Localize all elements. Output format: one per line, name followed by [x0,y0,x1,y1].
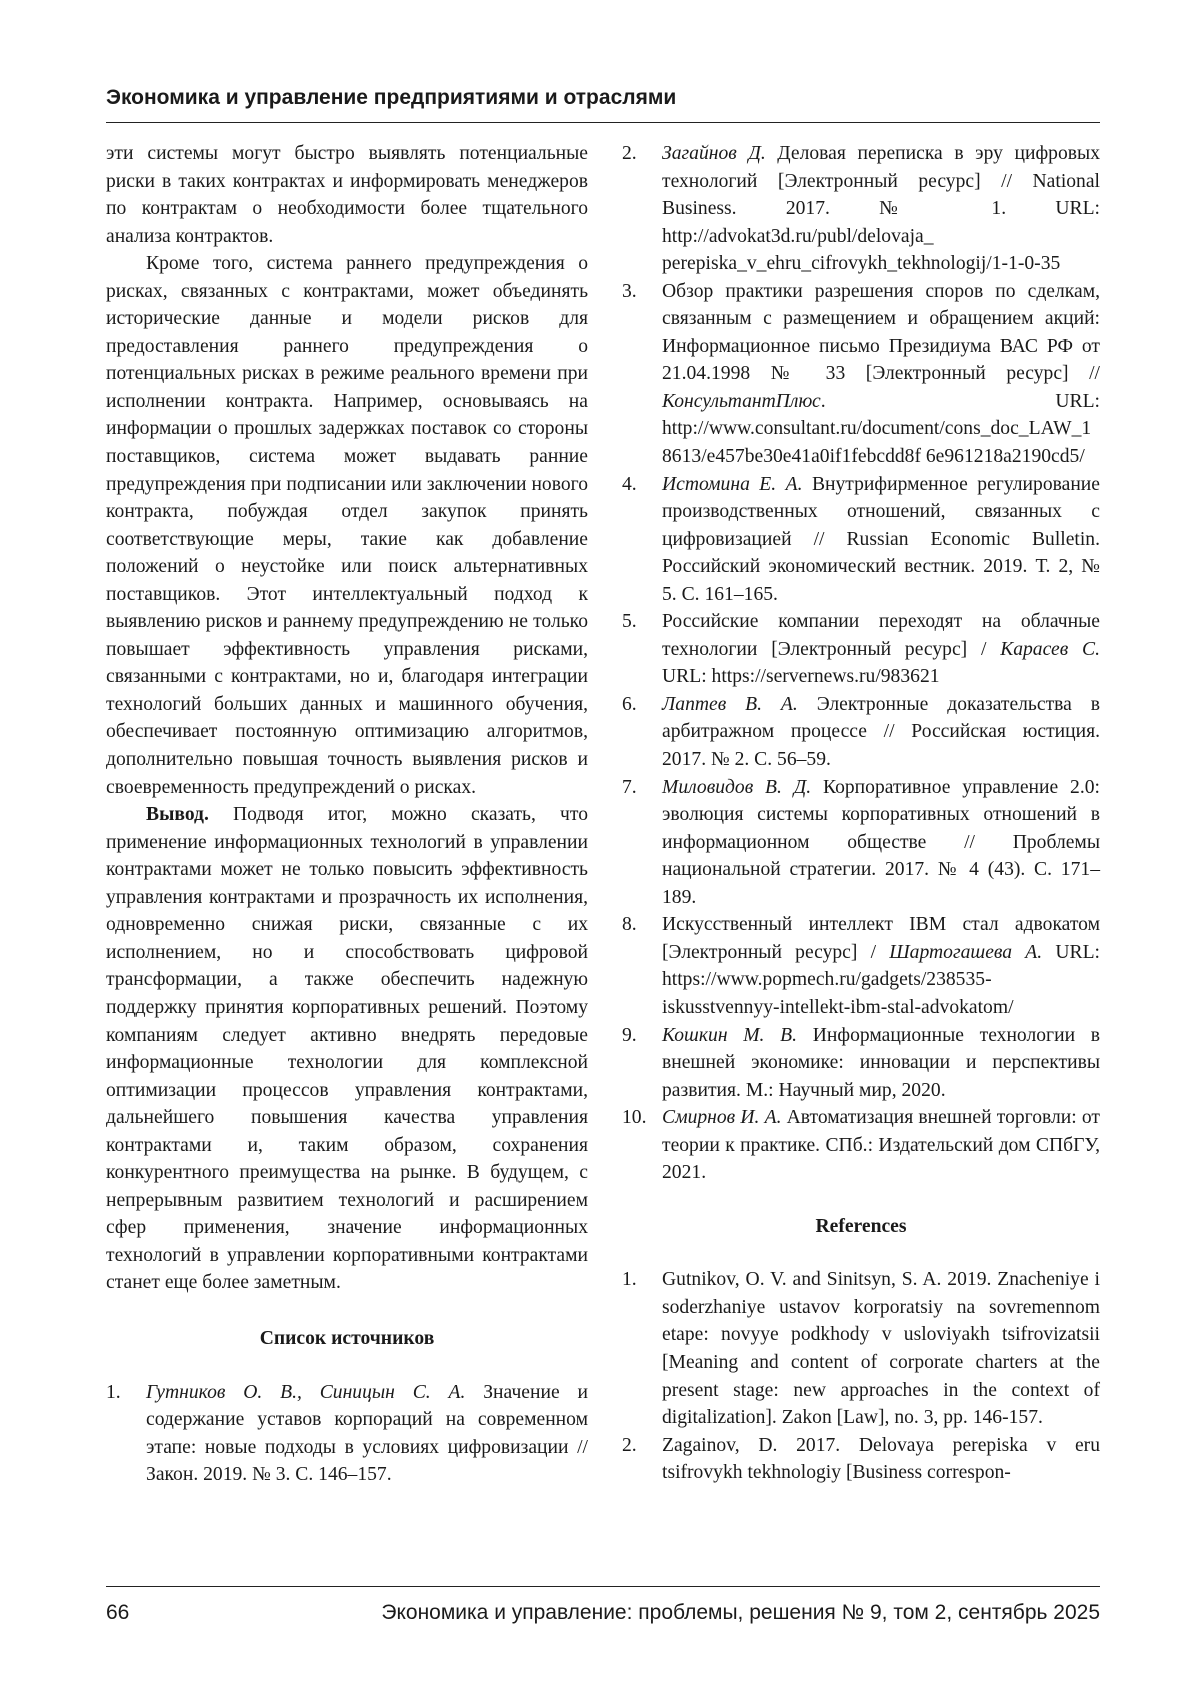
left-column [106,140,588,1489]
journal-title: Экономика и управление: проблемы, решения № 9, том 2, сентябрь 2025 [381,1601,1100,1624]
source-body: Автоматизация внешней торговли: от теории к практике. СПб.: Издательский дом СПбГУ, 2021. [662,1107,1100,1184]
source-text [662,471,1100,609]
source-body: Информационные технологии в внешней экономике: инновации и перспективы развития. М.: Научный мир, 2020. [662,1024,1101,1101]
source-author: Миловидов В. Д. [662,776,812,798]
source-body: Искусственный интеллект IBM стал адвокатом [Электронный ресурс] / [662,914,1100,963]
source-item-7 [622,774,1100,912]
source-body: Корпоративное управление 2.0: эволюция системы корпоративных отношений в информационном обществе // Проблемы национальной стратегии. 2017. № 4 (43). С. 171–189. [662,776,1100,908]
conclusion-label: Вывод. [146,804,209,826]
paragraph-early-warning: Кроме того, система раннего предупреждения о рисках, связанных с контрактами, может объединять исторические данные и модели рисков для предоставления раннего предупреждения о потенциальных рисках в режиме реального времени при исполнении контракта. Например, основываясь на информации о прошлых задержках поставок со стороны поставщиков, система может выдавать ранние предупреждения при подписании или заключении нового контракта, побуждая отдел закупок принять соответствующие меры, такие как добавление положений о неустойке или поиск альтернативных поставщиков. Этот интеллектуальный подход к выявлению рисков и раннему предупреждению не только повышает эффективность управления рисками, связанными с контрактами, но и, благодаря интеграции технологий больших данных и машинного обучения, обеспечивает постоянную оптимизацию алгоритмов, дополнительно повышая точность выявления рисков и своевременность предупреждений о рисках. [106,253,588,798]
source-body: Электронные доказательства в арбитражном процессе // Российская юстиция. 2017. № 2. С. 56–59. [662,693,1100,771]
source-author: Гутников О. В., Синицын С. А. [146,1381,466,1403]
source-text [662,1104,1100,1187]
footer-rule [106,1586,1100,1587]
reference-item-2 [622,1432,1100,1487]
source-body: Обзор практики разрешения споров по сделкам, связанным с размещением и обращением акций: Информационное письмо Президиума ВАС РФ от 21.04.1998 № 33 [Электронный ресурс] // [662,280,1100,385]
paragraph-conclusion [106,801,588,1297]
source-author: Смирнов И. А. [662,1107,782,1129]
source-text [146,1379,588,1489]
source-url: . URL: http://www.consultant.ru/document/cons_doc_LAW_18613/e457be30e41a0if1febcdd8f 6e961218a2190cd5/ [662,390,1100,468]
sources-list-part2 [622,140,1100,1187]
source-author: Кошкин М. В. [662,1024,798,1046]
source-number: 10. [622,1107,647,1129]
source-text [662,278,1100,471]
running-head: Экономика и управление предприятиями и отраслями [106,86,677,109]
source-text [662,1022,1100,1105]
source-text [662,911,1100,1021]
source-url: URL: https://www.popmech.ru/gadgets/238535-iskusstvennyy-intellekt-ibm-stal-advokatom/ [662,941,1100,1018]
source-number: 3. [622,280,637,302]
references-title: References [815,1215,907,1237]
source-body: Деловая переписка в эру цифровых технологий [Электронный ресурс] // National Business. 2017. № 1. URL: http://advokat3d.ru/publ/delovaja_ perepiska_v_ehru_cifrovykh_tekhnologij/1-1-0-35 [662,143,1100,275]
source-item-6 [622,691,1100,774]
source-number: 7. [622,776,637,798]
source-author: Загайнов Д. [662,143,766,164]
paragraph-continued: эти системы могут быстро выявлять потенциальные риски в таких контрактах и информировать менеджеров по контрактам о необходимости более тщательного анализа контрактов. [106,143,588,247]
source-number: 1. [106,1381,121,1403]
source-number: 8. [622,914,637,936]
source-text [662,691,1100,774]
source-item-8 [622,911,1100,1021]
source-item-3 [622,278,1100,471]
page-number: 66 [106,1601,130,1624]
source-number: 6. [622,693,637,715]
reference-number: 2. [622,1434,637,1456]
source-item-5 [622,608,1100,691]
source-italic: Шартогашева А. [889,941,1043,963]
source-item-9 [622,1022,1100,1105]
reference-item-1 [622,1266,1100,1431]
source-number: 4. [622,473,637,495]
source-number: 9. [622,1024,637,1046]
source-author: Лаптев В. А. [662,693,798,715]
source-text [662,608,1100,691]
source-text [662,140,1100,278]
source-item-4 [622,471,1100,609]
source-number: 2. [622,143,637,164]
source-text [662,774,1100,912]
header-rule [106,122,1100,123]
sources-list-part1 [106,1379,588,1489]
source-body: Значение и содержание уставов корпораций на современном этапе: новые подходы в условиях цифровизации // Закон. 2019. № 3. С. 146–157. [146,1381,589,1486]
source-body: Внутрифирменное регулирование производственных отношений, связанных с цифровизацией // Russian Economic Bulletin. Российский экономический вестник. 2019. Т. 2, № 5. С. 161–165. [662,473,1100,605]
source-italic: Карасев С. [1000,638,1100,660]
source-body: Российские компании переходят на облачные технологии [Электронный ресурс] / [662,611,1100,660]
right-column [622,140,1100,1487]
source-url: URL: https://servernews.ru/983621 [662,666,940,688]
source-italic: КонсультантПлюс [662,390,821,412]
sources-title: Список источников [259,1327,435,1349]
reference-number: 1. [622,1269,637,1291]
source-author: Истомина Е. А. [662,473,803,495]
source-item-2 [622,140,1100,278]
source-item-10 [622,1104,1100,1187]
source-number: 5. [622,611,637,633]
reference-text: Gutnikov, O. V. and Sinitsyn, S. A. 2019. Znacheniye i soderzhaniye ustavov korporatsiy na sovremennom etape: novyye podkhody v usloviyakh tsifrovizatsii [Meaning and content of corporate charters at the present stage: new approaches in the context of digitalization]. Zakon [Law], no. 3, pp. 146-157. [662,1269,1100,1429]
conclusion-text: Подводя итог, можно сказать, что применение информационных технологий в управлении контрактами может не только повысить эффективность управления контрактами и прозрачность их исполнения, одновременно снижая риски, связанные с их исполнением, но и способствовать цифровой трансформации, а также обеспечить надежную поддержку принятия корпоративных решений. Поэтому компаниям следует активно внедрять передовые информационные технологии для комплексной оптимизации процессов управления контрактами, дальнейшего повышения качества управления контрактами и, таким образом, сохранения конкурентного преимущества на рынке. В будущем, с непрерывным развитием технологий и расширением сфер применения, значение информационных технологий в управлении корпоративными контрактами станет еще более заметным. [106,804,588,1294]
source-item-1 [106,1379,588,1489]
reference-text: Zagainov, D. 2017. Delovaya perepiska v eru tsifrovykh tekhnologiy [Business correspon- [662,1434,1100,1484]
references-list [622,1266,1100,1486]
